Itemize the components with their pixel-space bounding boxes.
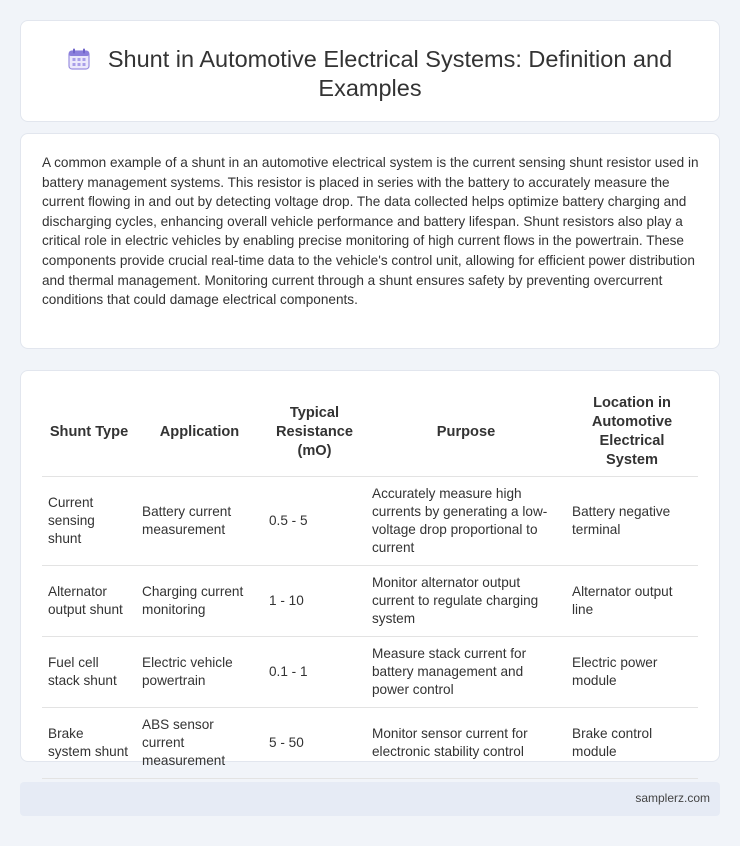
- cell-resistance: 0.1 - 1: [263, 637, 366, 708]
- cell-shunt-type: Alternator output shunt: [42, 566, 136, 637]
- cell-shunt-type: Fuel cell stack shunt: [42, 637, 136, 708]
- cell-location: Brake control module: [566, 708, 698, 779]
- cell-application: Charging current monitoring: [136, 566, 263, 637]
- cell-purpose: Measure stack current for battery management and power control: [366, 637, 566, 708]
- header-resistance: Typical Resistance (mO): [275, 404, 354, 459]
- cell-purpose: Accurately measure high currents by generating a low-voltage drop proportional to current: [366, 477, 566, 566]
- cell-shunt-type: Current sensing shunt: [42, 477, 136, 566]
- cell-location: Electric power module: [566, 637, 698, 708]
- title-card: [20, 20, 720, 122]
- intro-paragraph: A common example of a shunt in an automotive electrical system is the current sensing shunt resistor used in battery management systems. This resistor is placed in series with the battery to accurately measure the current flowing in and out by detecting voltage drop. The data collected helps optimize battery charging and discharging cycles, enhancing overall vehicle performance and battery lifespan. Shunt resistors also play a critical role in electric vehicles by enabling precise monitoring of high current flows in the powertrain. These components provide crucial real-time data to the vehicle's control unit, allowing for efficient power distribution and thermal management. Monitoring current through a shunt ensures safety by preventing overcurrent conditions that could damage electrical components.: [42, 155, 699, 308]
- cell-application: ABS sensor current measurement: [136, 708, 263, 779]
- cell-application: Electric vehicle powertrain: [136, 637, 263, 708]
- footer-site-link[interactable]: samplerz.com: [635, 791, 710, 805]
- footer-bar: [20, 782, 720, 816]
- calendar-grid-icon: [68, 48, 90, 70]
- header-shunt-type: Shunt Type: [49, 423, 129, 440]
- cell-resistance: 5 - 50: [263, 708, 366, 779]
- cell-purpose: Monitor sensor current for electronic stability control: [366, 708, 566, 779]
- table-row: [42, 708, 698, 779]
- table-row: [42, 566, 698, 637]
- header-location: Location in Automotive Electrical System: [591, 395, 673, 468]
- table-card: [20, 370, 720, 768]
- table-row: [42, 477, 698, 566]
- page-title: Shunt in Automotive Electrical Systems: Definition and Examples: [107, 46, 673, 101]
- header-application: Application: [159, 423, 240, 440]
- cell-location: Battery negative terminal: [566, 477, 698, 566]
- header-purpose: Purpose: [436, 423, 496, 440]
- cell-resistance: 1 - 10: [263, 566, 366, 637]
- intro-card: [20, 133, 720, 349]
- cell-resistance: 0.5 - 5: [263, 477, 366, 566]
- cell-location: Alternator output line: [566, 566, 698, 637]
- table-row: [42, 637, 698, 708]
- cell-application: Battery current measurement: [136, 477, 263, 566]
- page-title-row: [21, 45, 719, 103]
- shunt-table: [42, 392, 698, 779]
- table-header-row: [42, 392, 698, 477]
- cell-shunt-type: Brake system shunt: [42, 708, 136, 779]
- cell-purpose: Monitor alternator output current to regulate charging system: [366, 566, 566, 637]
